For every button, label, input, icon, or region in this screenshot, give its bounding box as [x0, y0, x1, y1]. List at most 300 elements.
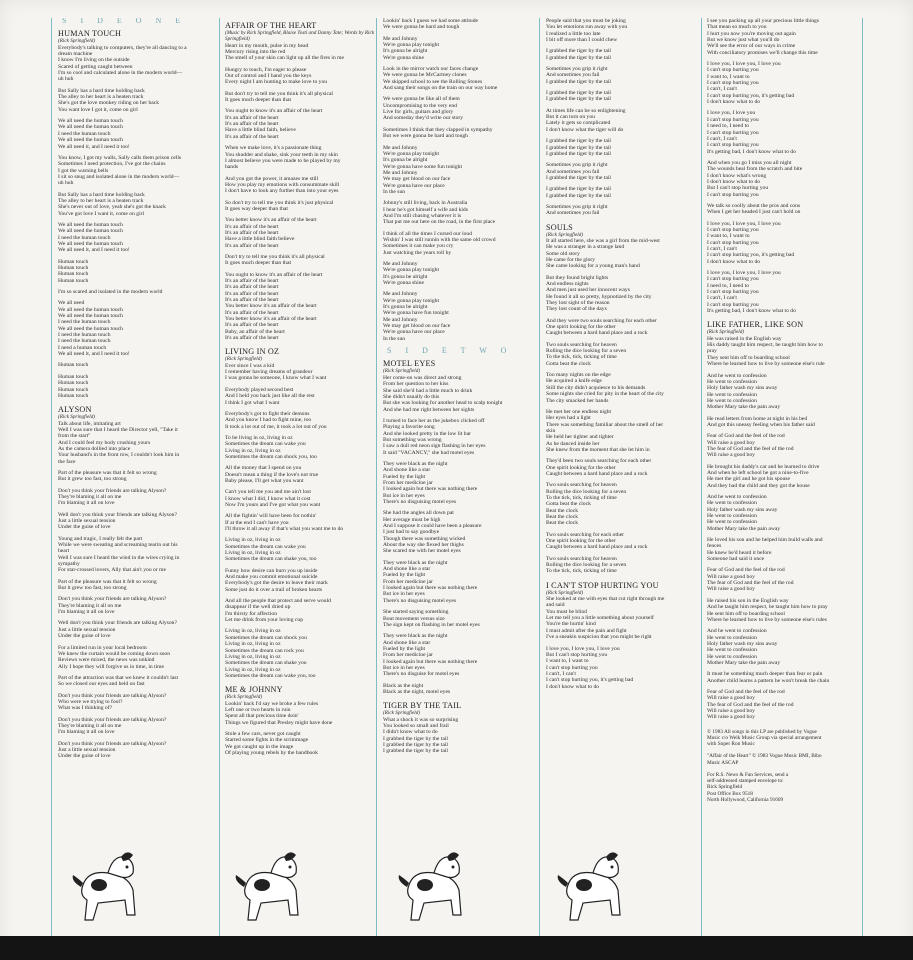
- lyric-line: From her medicine jar: [383, 652, 433, 659]
- lyric-line: You're the hurtin' kind: [546, 621, 596, 628]
- lyric-stanza: [58, 300, 218, 357]
- song-block: [546, 581, 700, 690]
- lyric-line: I can't, I can't: [546, 670, 576, 677]
- lyric-stanza: [707, 336, 861, 368]
- song-block: [225, 21, 375, 341]
- lyric-stanza: [58, 488, 218, 507]
- lyric-stanza: [546, 238, 700, 270]
- lyric-line: You shudder and shake, sink your teeth in my skin: [225, 151, 338, 158]
- lyric-line: But ice in her eyes: [383, 664, 425, 671]
- song-title: ALYSON: [58, 405, 92, 415]
- lyric-line: Heart in my mouth, pulse in my head: [225, 42, 309, 49]
- lyric-line: But it can turn on you: [546, 114, 595, 121]
- lyric-line: I looked again but there was nothing there: [383, 585, 478, 592]
- lyric-line: Mercury rising into the red: [225, 49, 286, 56]
- notes-line: North Hollywood, California 91609: [707, 796, 784, 803]
- lyric-line: Live for girls, guitars and glory: [383, 109, 454, 116]
- lyric-line: But it grew too fast, too strong: [58, 585, 127, 592]
- lyric-line: Don't you think your friends are talking Alyson?: [58, 716, 167, 723]
- lyric-line: Will raise a good boy: [707, 714, 755, 721]
- lyric-line: It said "VACANCY," she had motel eyes: [383, 449, 475, 456]
- lyric-line: And I held you back just like all the rest: [225, 393, 315, 400]
- lyric-line: We're gonna play tonight: [383, 150, 440, 157]
- lyric-line: Just watching the years roll by: [383, 249, 452, 256]
- lyric-line: Scared of getting caught between: [58, 63, 133, 70]
- lyric-line: heart: [58, 548, 70, 555]
- lyric-line: Caught between a hard hand place and a rock: [546, 470, 648, 477]
- lyric-line: And they were two souls searching for each other: [546, 317, 657, 324]
- notes-line: Post Office Box 9518: [707, 790, 753, 797]
- lyric-line: But I can't stop hurting you: [546, 651, 608, 658]
- lyric-line: Gotta beat the clock: [546, 360, 591, 367]
- lyric-line: Holy father wash my sins away: [707, 385, 778, 392]
- lyric-line: I can't stop hurting you, it's getting bad: [546, 677, 634, 684]
- lyric-line: They lost count of the days: [546, 306, 607, 313]
- lyric-line: He met the girl and he got his spouse: [707, 476, 790, 483]
- lyric-line: I think of all the times I cursed our loud: [383, 230, 473, 237]
- lyric-stanza: [225, 272, 375, 342]
- lyric-line: He knew he'd heard it before: [707, 549, 772, 556]
- lyric-line: You've got love I want it, come on girl: [58, 210, 145, 217]
- lyric-line: I need to, I need to: [707, 282, 749, 289]
- lyric-line: Mother Mary take the pain away: [707, 525, 781, 532]
- lyric-line: Started some fights in the scrimmage: [225, 737, 309, 744]
- lyric-stanza: [58, 596, 218, 615]
- lyric-line: We may get blood on our face: [383, 323, 451, 330]
- lyric-line: from the start": [58, 433, 91, 440]
- lyric-line: I can't, I can't: [707, 295, 737, 302]
- song-credit: (Rick Springfield): [546, 589, 584, 596]
- column-rule: [51, 18, 52, 936]
- lyric-line: One spirit looking for the other: [546, 538, 616, 545]
- song-credit: (Music by Rick Springfield, Blaise Tosti and Danny Tate; Words by Rick Springfield): [225, 30, 375, 43]
- lyric-line: She said she'd had a little much to drink: [383, 387, 473, 394]
- lyric-line: Just a little sexual tension: [58, 746, 116, 753]
- lyric-stanza: [707, 628, 861, 666]
- song-block: [707, 18, 861, 314]
- lyric-line: I grabbed the tiger by the tail: [546, 48, 611, 55]
- song-block: [225, 347, 375, 679]
- column-rule: [701, 18, 702, 936]
- lyric-line: It's gonna be alright: [383, 157, 428, 164]
- lyric-line: Sometimes you grip it right: [546, 66, 608, 73]
- notes-line: Music ASCAP: [707, 759, 739, 766]
- lyric-line: Her eyes had a light: [546, 415, 591, 422]
- lyric-line: Well don't you think your friends are talking Alyson?: [58, 620, 177, 627]
- lyric-line: We all need the human touch: [58, 240, 123, 247]
- lyric-line: It's gonna be alright: [383, 273, 428, 280]
- lyric-line: He read letters from home at night in his bed: [707, 415, 808, 422]
- lyric-stanza: [225, 701, 375, 726]
- lyric-line: Living in oz, living in oz: [225, 641, 281, 648]
- lyric-line: I must admit after the pain and fight: [546, 627, 627, 634]
- song-title: HUMAN TOUCH: [58, 29, 122, 39]
- lyric-line: I can't stop hurting you, it's getting bad: [707, 252, 795, 259]
- lyric-line: disappear if the well dried up: [225, 604, 291, 611]
- lyric-line: Doesn't mean a thing if the love's not true: [225, 471, 319, 478]
- lyric-line: I've a sneakin suspicion that you might be right: [546, 634, 652, 641]
- lyric-line: He held her tighter and tighter: [546, 434, 614, 441]
- lyric-line: All the money that I spend on you: [225, 465, 302, 472]
- lyric-line: They were black as the night: [383, 559, 448, 566]
- song-block: [383, 359, 538, 695]
- lyric-stanza: [58, 374, 218, 399]
- lyric-line: We were gonna be hard and tough: [383, 24, 460, 31]
- lyric-line: the face: [58, 458, 76, 465]
- lyric-line: At times life can be so enlightening: [546, 107, 626, 114]
- lyric-line: Fueled by the light: [383, 572, 426, 579]
- lyric-line: I know what I did, I know what it cost: [225, 495, 311, 502]
- lyric-line: He brought his daddy's car and he learned to drive: [707, 463, 820, 470]
- lyric-line: I just had to say goodbye: [383, 529, 440, 536]
- lyric-line: As he danced inside her: [546, 440, 600, 447]
- lyric-stanza: [383, 96, 538, 121]
- lyric-line: Just a little sexual tension: [58, 518, 116, 524]
- lyric-line: Talk about life, imitating art: [58, 420, 121, 427]
- lyric-line: I remember having dreams of grandeur: [225, 369, 313, 376]
- lyric-line: I need the human touch: [58, 130, 111, 137]
- lyric-line: They sent him off to boarding school: [707, 354, 790, 361]
- lyric-line: But don't try to tell me you think it's all physical: [225, 90, 333, 97]
- lyric-line: You ought to know it's an affair of the heart: [225, 271, 323, 278]
- lyric-line: Reviews were mixed, the news was unkind: [58, 657, 155, 664]
- notes-line: For R.S. News & Fan Services, send a: [707, 772, 789, 779]
- side-one-label: S I D E O N E: [62, 18, 187, 25]
- lyric-line: When we make love, it's a passionate thing: [225, 145, 322, 152]
- lyric-line: It's an affair of the heart: [225, 278, 279, 284]
- lyric-line: Out of control and I hand you the keys: [225, 73, 312, 80]
- lyric-line: And I could feel my body crushing yours: [58, 439, 151, 446]
- lyric-line: I'm thirsty for affection: [225, 610, 278, 617]
- lyric-line: It's getting bad, I don't know what to do: [707, 308, 796, 315]
- column-rule: [862, 18, 863, 936]
- lyric-line: She started saying something: [383, 609, 449, 616]
- lyric-stanza: [58, 512, 218, 531]
- lyric-line: I looked again but there was nothing there: [383, 486, 478, 493]
- lyrics-column-3: [383, 18, 538, 933]
- notes-line: with Super Ron Music: [707, 741, 755, 748]
- lyric-stanza: [546, 372, 700, 404]
- lyric-line: Will raise a good boy: [707, 707, 755, 714]
- lyric-line: I need the human touch: [58, 319, 111, 326]
- lyric-line: I need the human touch: [58, 332, 111, 339]
- lyric-line: Everybody played second best: [225, 386, 294, 393]
- lyric-stanza: [58, 222, 218, 254]
- dog-illustration: [548, 845, 638, 930]
- lyric-line: We'll see the error of our ways in crime: [707, 43, 796, 50]
- lyric-line: Wishin' I was still runnin with the same old crowd: [383, 236, 496, 243]
- lyric-line: uh huh: [58, 76, 74, 83]
- side-two-label: S I D E T W O: [387, 346, 513, 356]
- lyric-line: You better know it's an affair of the heart: [225, 316, 317, 323]
- lyric-line: She came looking for a young man's hand: [546, 263, 640, 270]
- lyric-line: We all need the human touch: [58, 124, 123, 131]
- lyric-line: Sometimes the dream can shake you: [225, 660, 307, 667]
- lyric-line: Human touch: [58, 386, 89, 393]
- lyric-line: But Sally has a hard time holding back: [58, 191, 145, 198]
- lyric-line: I bit off more than I could chew: [546, 37, 618, 44]
- lyric-line: But Sally has a hard time holding back: [58, 87, 145, 94]
- song-title: LIVING IN OZ: [225, 347, 280, 357]
- song-title: SOULS: [546, 222, 573, 232]
- lyric-line: And he taught him respect, he taught him how to pray: [707, 604, 828, 611]
- lyric-stanza: [383, 36, 538, 61]
- lyric-line: Black as the night: [383, 682, 424, 689]
- lyric-line: Human touch: [58, 392, 89, 399]
- lyric-line: One spirit looking for the other: [546, 464, 616, 471]
- lyric-line: Bout movement versus size: [383, 615, 445, 622]
- lyric-line: I don't know what to do: [707, 178, 761, 185]
- lyric-stanza: [58, 579, 218, 592]
- lyric-stanza: [383, 510, 538, 554]
- lyric-line: dream machine: [58, 51, 93, 58]
- lyric-line: I can't stop hurting you: [707, 129, 759, 136]
- lyric-line: But ice in her eyes: [383, 492, 425, 499]
- lyric-stanza: [225, 200, 375, 213]
- lyric-stanza: [546, 646, 700, 690]
- lyric-line: But I can't stop hurting you: [707, 185, 769, 192]
- lyric-line: I love you, I love you, I love you: [707, 270, 781, 277]
- song-title: ME & JOHNNY: [225, 685, 283, 695]
- lyric-line: I can't stop hurting you: [707, 116, 759, 123]
- lyric-stanza: [707, 160, 861, 198]
- lyric-line: There's no disguising motel eyes: [383, 499, 457, 505]
- song-credit: (Rick Springfield): [383, 368, 421, 375]
- lyric-stanza: [546, 596, 700, 640]
- lyric-line: The fear of God and the feel of the rod: [707, 445, 794, 452]
- lyric-line: uh huh: [58, 180, 74, 187]
- lyric-line: She looked at me with eyes that cut right through me: [546, 596, 665, 603]
- lyric-stanza: [58, 741, 218, 760]
- lyric-line: But we were gonna be hard and tough: [383, 133, 468, 140]
- lyric-stanza: [225, 628, 375, 679]
- lyric-line: Lately it gets so complicated: [546, 120, 611, 127]
- lyric-line: And they had the child and they got the house: [707, 482, 810, 489]
- lyric-stanza: [225, 489, 375, 508]
- lyric-stanza: [58, 192, 218, 217]
- lyric-line: How you play my emotions with consummate skill: [225, 181, 340, 188]
- lyric-line: He went to confession: [707, 500, 757, 507]
- lyric-line: The fear of God and the feel of the rod: [707, 701, 794, 708]
- lyric-line: Beat the clock: [546, 520, 578, 527]
- lyric-line: I turned to face her as the jukebox clicked off: [383, 417, 485, 424]
- lyric-stanza: [707, 203, 861, 216]
- lyric-line: We all need it, and I need it too!: [58, 351, 130, 358]
- lyric-line: For star-crossed lovers, Ally that ain't you or me: [58, 567, 166, 574]
- lyric-line: I almost believe you were made to be played by my: [225, 157, 341, 164]
- lyric-line: I'll throw it all away if that's what you want me to do: [225, 526, 344, 532]
- lyric-line: It took a lot out of me, it took a lot out of you: [225, 423, 327, 430]
- lyric-line: And I'm still chasing whatever it is: [383, 212, 462, 219]
- lyric-line: We got caught up in the image: [225, 743, 294, 750]
- lyric-line: Sometimes the dream can shock you, too: [225, 453, 317, 460]
- lyric-line: And when he left school he got a nine-to-five: [707, 469, 809, 476]
- lyric-line: All the fightin' will have been for nothin': [225, 513, 317, 520]
- lyric-line: So don't try to tell me you think it's just physical: [225, 199, 334, 206]
- song-credit: (Rick Springfield): [546, 231, 584, 238]
- lyric-line: You better know it's an affair of the heart: [225, 303, 317, 310]
- lyric-stanza: [383, 683, 538, 696]
- lyric-line: I didn't know what to do: [383, 729, 438, 736]
- lyric-line: Human touch: [58, 373, 89, 380]
- lyric-line: Every night I am hunting to make love to you: [225, 79, 328, 86]
- lyric-line: From her medicine jar: [383, 578, 433, 585]
- lyric-line: Don't you think your friends are talking Alyson?: [58, 692, 167, 699]
- lyric-line: Me and Johnny: [383, 169, 418, 176]
- lyric-line: We all need it, and I need it too!: [58, 247, 130, 254]
- song-credit: (Rick Springfield): [58, 414, 96, 421]
- lyric-line: Some just do it over a trail of broken hearts: [225, 586, 323, 593]
- song-credit: (Rick Springfield): [707, 329, 745, 336]
- lyric-line: You looked so small and frail: [383, 722, 449, 729]
- lyric-line: Left one or two hearts in ruin: [225, 706, 291, 713]
- lyric-line: Beat the clock: [546, 507, 578, 514]
- lyric-line: And sometimes you fail: [546, 168, 600, 175]
- lyric-stanza: [546, 275, 700, 313]
- lyric-line: Have a little blind faith, believe: [225, 127, 296, 134]
- lyric-line: I don't know what the tiger will do: [546, 126, 624, 133]
- lyric-stanza: [383, 231, 538, 256]
- lyric-line: I grabbed the tiger by the tail: [546, 138, 611, 145]
- lyric-line: Me and Johnny: [383, 35, 418, 42]
- song-credit: (Rick Springfield): [225, 694, 263, 701]
- lyric-stanza: [707, 671, 861, 684]
- lyric-line: He found it all so pretty, hypnotized by the city: [546, 293, 652, 300]
- lyric-line: They were black as the night: [383, 460, 448, 467]
- lyric-line: Living in oz, living in oz: [225, 653, 281, 660]
- lyric-stanza: [58, 470, 218, 483]
- song-block: [225, 685, 375, 756]
- lyric-stanza: [546, 66, 700, 85]
- lyric-line: The fear of God and the feel of the rod: [707, 580, 794, 587]
- lyric-line: Gotta beat the clock: [546, 501, 591, 508]
- lyric-line: I don't have to look any further than into your eyes: [225, 188, 339, 195]
- lyric-line: Me and Johnny: [383, 291, 418, 298]
- lyric-line: I don't know what to do: [546, 683, 600, 690]
- lyric-stanza: [58, 259, 218, 284]
- lyric-line: We're gonna play tonight: [383, 297, 440, 304]
- lyric-line: I was gonna be someone, I know what I want: [225, 375, 327, 382]
- lyric-line: His daddy taught him respect, he taught him how to: [707, 342, 823, 349]
- lyric-line: Two souls searching for heaven: [546, 341, 617, 348]
- lyric-line: Will raise a good boy: [707, 586, 755, 593]
- lyric-line: But something was wrong: [383, 436, 442, 443]
- lyric-line: We were gonna be like all of them: [383, 96, 460, 103]
- lyric-line: When I get her headed I just can't hold on: [707, 209, 801, 216]
- lyric-line: And she looked pretty in the low lit bar: [383, 430, 471, 437]
- lyric-line: Living in oz, living in oz: [225, 666, 281, 673]
- lyric-line: And make you commit emotional suicide: [225, 574, 318, 581]
- lyric-line: Well I was sure I heard the wind in the wires crying in: [58, 554, 180, 561]
- lyric-line: Two souls searching for heaven: [546, 555, 617, 562]
- lyric-line: I can't, I can't: [707, 135, 737, 142]
- lyric-stanza: [383, 633, 538, 677]
- lyric-line: And sometimes you fail: [546, 72, 600, 79]
- lyric-stanza: [225, 513, 375, 532]
- lyric-line: Sometimes it can make you cry: [383, 243, 454, 250]
- lyric-line: Rolling the dice looking for a seven: [546, 562, 627, 569]
- lyrics-column-2: [225, 18, 375, 933]
- lyric-stanza: [58, 675, 218, 688]
- lyric-line: Sometimes the dream can wake you: [225, 441, 306, 448]
- lyric-line: Her average must be high: [383, 516, 441, 523]
- song-title: MOTEL EYES: [383, 359, 436, 369]
- lyric-stanza: [707, 221, 861, 265]
- lyric-line: Everybody's talking to computers, they're all dancing to a: [58, 44, 187, 51]
- lyric-line: The alley to her heart is a beaten track: [58, 197, 144, 204]
- lyric-line: Living in oz, living in oz: [225, 550, 281, 557]
- lyric-line: Stole a few cars, never got caught: [225, 730, 301, 737]
- lyric-line: The alley to her heart is a beaten track: [58, 94, 144, 101]
- song-block: [546, 223, 700, 575]
- lyric-line: I grabbed the tiger by the tail: [383, 742, 448, 748]
- lyric-line: I saw a dull red neon sign flashing in her eyes: [383, 443, 486, 450]
- lyric-line: It's an affair of the heart: [225, 229, 279, 236]
- lyric-line: You must be blind: [546, 608, 587, 615]
- lyric-line: Of playing young rebels by the handbook: [225, 749, 318, 756]
- lyric-line: So we closed our eyes and held on fast: [58, 681, 145, 688]
- lyric-line: Caught between a hard hand place and a rock: [546, 544, 648, 551]
- lyric-line: Her come-on was direct and strong: [383, 374, 462, 381]
- lyric-line: Human touch: [58, 277, 89, 284]
- lyric-line: I can't stop hurting you: [707, 67, 759, 74]
- lyric-stanza: [707, 464, 861, 489]
- lyric-line: Human touch: [58, 258, 89, 265]
- lyric-line: That put me out here on the road, in the first place: [383, 219, 496, 226]
- lyric-stanza: [383, 418, 538, 456]
- lyric-line: You want love I got it, come on girl: [58, 106, 138, 113]
- lyric-line: I need to, I need to: [707, 123, 749, 130]
- lyric-line: You let emotions run away with you: [546, 24, 628, 31]
- lyric-line: I'm so cool and calculated alone in the modern world—: [58, 70, 183, 77]
- lyric-line: Mother Mary take the pain away: [707, 659, 781, 666]
- lyric-stanza: [383, 609, 538, 628]
- lyric-line: It goes much deeper than that: [225, 260, 292, 267]
- lyric-line: Funny how desire can burn you up inside: [225, 567, 318, 574]
- lyric-line: It's gonna be alright: [383, 48, 428, 55]
- lyric-stanza: [546, 90, 700, 103]
- lyric-line: Your husband's in the front row, I couldn't look him in: [58, 452, 180, 459]
- lyric-line: And sometimes you fail: [546, 210, 600, 217]
- lyric-stanza: [707, 61, 861, 105]
- lyric-line: Part of the pleasure was that it felt so wrong: [58, 578, 157, 585]
- lyric-stanza: [383, 261, 538, 286]
- lyric-stanza: [58, 88, 218, 113]
- lyric-line: And shone like a star: [383, 639, 431, 646]
- lyric-line: And sang their songs on the train on our way home: [383, 85, 498, 92]
- lyric-line: I can't, I can't: [707, 86, 737, 93]
- lyric-line: skin: [546, 427, 556, 434]
- lyric-line: Holy father wash my sins away: [707, 506, 778, 513]
- lyric-line: She's never out of love, yeah she's got the knack: [58, 204, 166, 211]
- lyric-line: Someone had said it once: [707, 556, 765, 563]
- lyric-line: I don't know what's wrong: [707, 172, 767, 179]
- lyric-line: Though there was something wicked: [383, 535, 466, 542]
- lyric-line: He sent him off to boarding school: [707, 610, 785, 617]
- lyric-line: I can't stop hurting you: [707, 289, 759, 296]
- lyric-stanza: [707, 373, 861, 411]
- lyric-line: It's an affair of the heart: [225, 242, 279, 249]
- lyric-line: We all need the human touch: [58, 228, 123, 235]
- lyric-line: About the way she flexed her thighs: [383, 542, 464, 549]
- lyric-stanza: [546, 138, 700, 157]
- lyric-line: I looked again but there was nothing there: [383, 658, 478, 665]
- lyric-line: Me and Johnny: [383, 144, 418, 151]
- lyric-line: It's an affair of the heart: [225, 290, 279, 297]
- lyric-line: And he went to confession: [707, 494, 767, 500]
- lyric-stanza: [58, 362, 218, 368]
- lyric-line: To the tick, tick, ticking of time: [546, 354, 617, 361]
